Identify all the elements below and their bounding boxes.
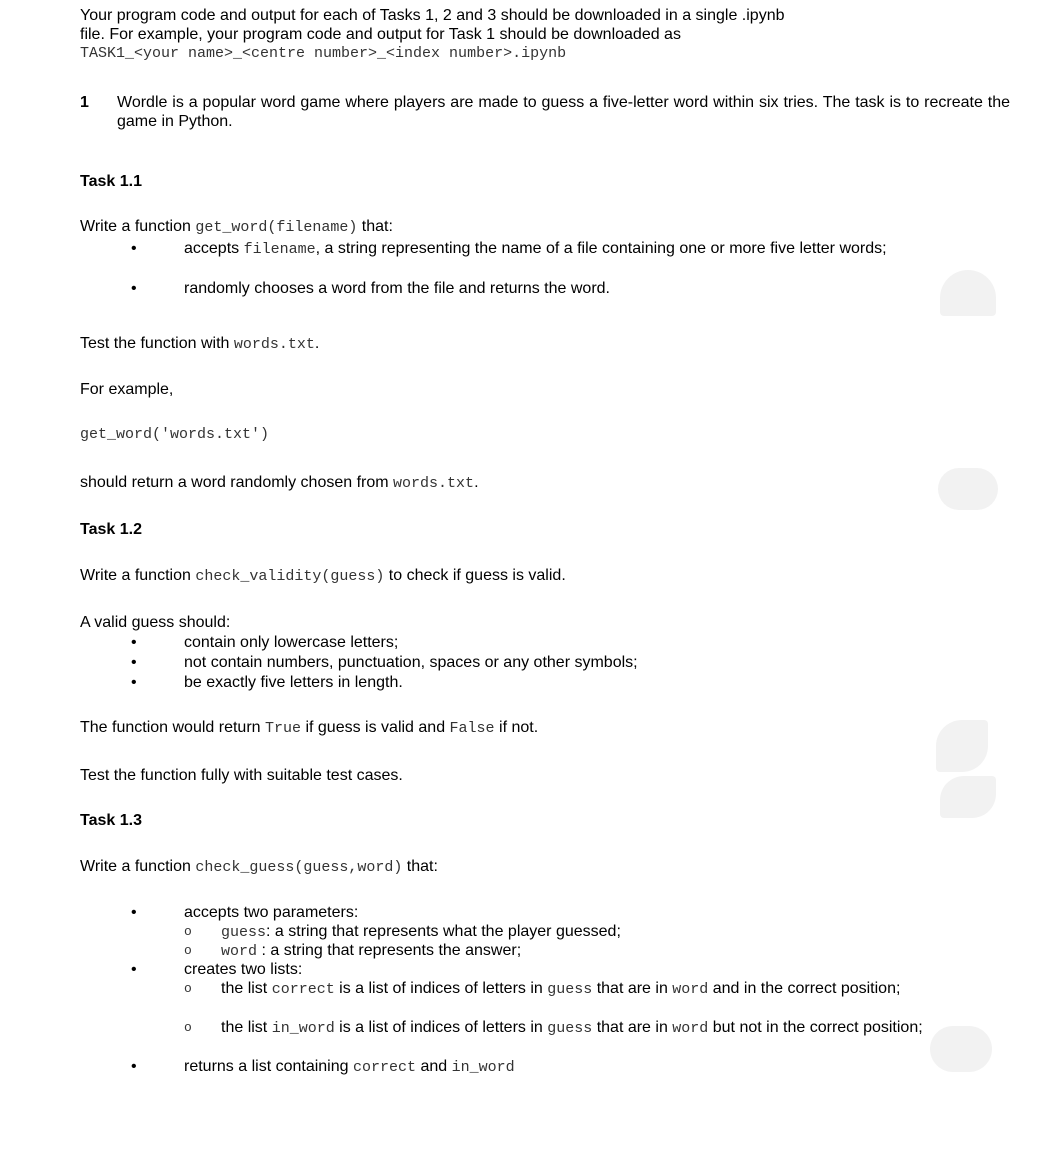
margin-smudge (940, 270, 996, 316)
task-1-3-intro: Write a function check_guess(guess,word) that: (80, 858, 438, 876)
bullet: • (131, 674, 137, 691)
intro-line-2: file. For example, your program code and output for Task 1 should be downloaded as (80, 26, 681, 43)
bullet: • (131, 1058, 137, 1075)
task-1-1-intro: Write a function get_word(filename) that: (80, 218, 393, 236)
bullet: • (131, 654, 137, 671)
list-in-word: the list in_word is a list of indices of letters in guess that are in word but not in the correct position; (221, 1019, 923, 1037)
task-1-1-test: Test the function with words.txt. (80, 335, 320, 353)
filename-pattern: TASK1_<your name>_<centre number>_<index number>.ipynb (80, 45, 567, 62)
bullet: • (131, 904, 137, 921)
bullet: • (131, 280, 137, 297)
bullet: • (131, 634, 137, 651)
sub-bullet: o (184, 981, 192, 996)
task-1-1-result: should return a word randomly chosen from words.txt. (80, 474, 479, 492)
task-1-1-bullet-2: randomly chooses a word from the file and returns the word. (184, 280, 610, 297)
margin-smudge (940, 776, 996, 818)
sub-bullet: o (184, 1020, 192, 1035)
task-1-3-heading: Task 1.3 (80, 812, 142, 829)
param-word: word : a string that represents the answer; (221, 942, 522, 960)
task-1-3-bullet-3: returns a list containing correct and in_word (184, 1058, 515, 1076)
bullet: • (131, 240, 137, 257)
rule-item: not contain numbers, punctuation, spaces or any other symbols; (184, 654, 638, 671)
rule-item: be exactly five letters in length. (184, 674, 403, 691)
task-1-3-bullet-1: accepts two parameters: (184, 904, 359, 921)
list-correct: the list correct is a list of indices of letters in guess that are in word and in the correct position; (221, 980, 901, 998)
task-1-2-valid-label: A valid guess should: (80, 614, 231, 631)
param-guess: guess: a string that represents what the player guessed; (221, 923, 621, 941)
task-1-1-heading: Task 1.1 (80, 173, 142, 190)
question-number: 1 (80, 94, 89, 111)
task-1-3-bullet-2: creates two lists: (184, 961, 303, 978)
intro-line-1: Your program code and output for each of Tasks 1, 2 and 3 should be downloaded in a single .ipynb (80, 7, 785, 24)
sub-bullet: o (184, 924, 192, 939)
margin-smudge (938, 468, 998, 510)
margin-smudge (936, 720, 988, 772)
question-text: Wordle is a popular word game where players are made to guess a five-letter word within six tries. The task is to recreate the game in Python. (117, 94, 1010, 130)
task-1-1-example-label: For example, (80, 381, 174, 398)
rule-item: contain only lowercase letters; (184, 634, 399, 651)
task-1-2-test: Test the function fully with suitable test cases. (80, 767, 403, 784)
sub-bullet: o (184, 943, 192, 958)
task-1-2-return: The function would return True if guess is valid and False if not. (80, 719, 539, 737)
task-1-2-intro: Write a function check_validity(guess) to check if guess is valid. (80, 567, 566, 585)
bullet: • (131, 961, 137, 978)
task-1-1-bullet-1: accepts filename, a string representing the name of a file containing one or more five letter words; (184, 240, 887, 258)
task-1-2-heading: Task 1.2 (80, 521, 142, 538)
task-1-1-example-code: get_word('words.txt') (80, 426, 270, 443)
